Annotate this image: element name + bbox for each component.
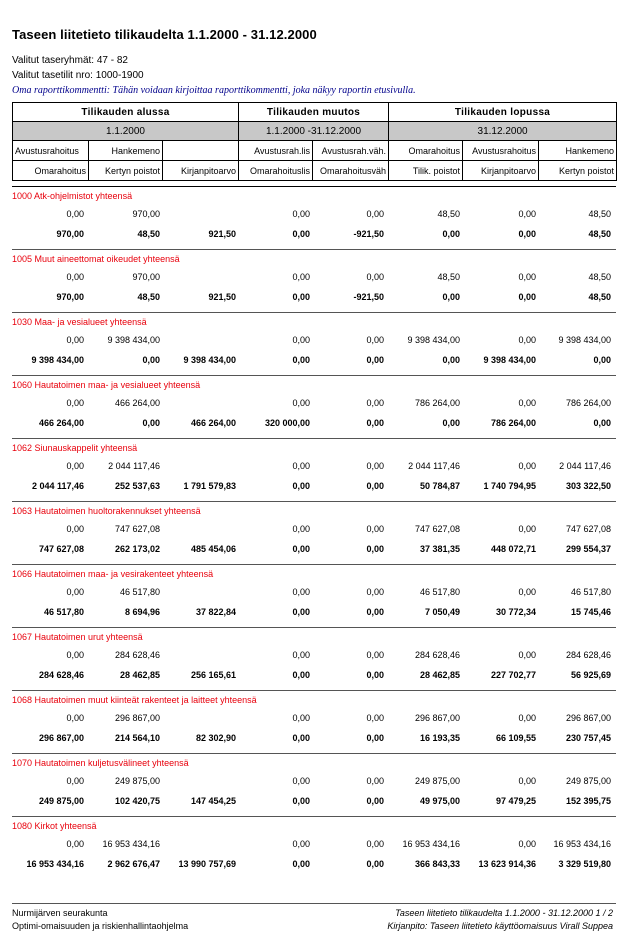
value-cell: -921,50 — [353, 292, 384, 302]
value-cell: 0,00 — [518, 587, 536, 597]
value-cell: 2 044 117,46 — [559, 461, 611, 471]
value-cell: 0,00 — [66, 650, 84, 660]
value-cell: 46 517,80 — [419, 587, 460, 597]
value-cell: 0,00 — [292, 229, 310, 239]
value-cell: 0,00 — [292, 481, 310, 491]
value-cell: 0,00 — [366, 524, 384, 534]
value-cell: 249 875,00 — [38, 796, 84, 806]
value-cell: 0,00 — [366, 839, 384, 849]
value-cell: 0,00 — [366, 461, 384, 471]
section-title: 1068 Hautatoimen muut kiinteät rakenteet ja laitteet yhteensä — [12, 695, 257, 705]
value-cell: 214 564,10 — [114, 733, 160, 743]
account-sections — [12, 187, 616, 897]
col-label: Avustusrah.väh. — [313, 141, 389, 161]
value-cell: 0,00 — [593, 355, 611, 365]
value-cell: 485 454,06 — [190, 544, 236, 554]
value-row-primary — [12, 461, 616, 475]
col-label: Hankemeno — [89, 141, 163, 161]
value-cell: 2 044 117,46 — [408, 461, 460, 471]
value-cell: 284 628,46 — [114, 650, 160, 660]
value-cell: 296 867,00 — [565, 713, 611, 723]
value-cell: 284 628,46 — [565, 650, 611, 660]
value-cell: 0,00 — [292, 713, 310, 723]
footer-report-page: Taseen liitetieto tilikaudelta 1.1.2000 - 31.12.2000 1 / 2 — [395, 908, 613, 918]
value-cell: 284 628,46 — [38, 670, 84, 680]
value-cell: 13 623 914,36 — [478, 859, 536, 869]
value-cell: 230 757,45 — [565, 733, 611, 743]
date-start: 1.1.2000 — [13, 122, 239, 141]
value-cell: 249 875,00 — [114, 776, 160, 786]
value-cell: 786 264,00 — [414, 398, 460, 408]
value-cell: 970,00 — [132, 272, 160, 282]
section-title: 1060 Hautatoimen maa- ja vesialueet yhteensä — [12, 380, 201, 390]
value-cell: 0,00 — [66, 587, 84, 597]
value-cell: 466 264,00 — [114, 398, 160, 408]
value-cell: 747 627,08 — [565, 524, 611, 534]
col-label: Omarahoitus — [389, 141, 463, 161]
account-section — [12, 565, 616, 628]
value-cell: 970,00 — [56, 292, 84, 302]
col-label: Hankemeno — [539, 141, 617, 161]
value-cell: 2 962 676,47 — [107, 859, 160, 869]
value-cell: 747 627,08 — [114, 524, 160, 534]
value-cell: 9 398 434,00 — [183, 355, 236, 365]
value-cell: 0,00 — [292, 607, 310, 617]
section-title: 1030 Maa- ja vesialueet yhteensä — [12, 317, 147, 327]
value-cell: 16 193,35 — [419, 733, 460, 743]
value-row-secondary — [12, 292, 616, 306]
value-cell: 0,00 — [366, 587, 384, 597]
value-cell: 16 953 434,16 — [102, 839, 160, 849]
value-cell: 0,00 — [366, 481, 384, 491]
value-cell: 0,00 — [366, 713, 384, 723]
value-cell: 0,00 — [518, 292, 536, 302]
value-cell: 921,50 — [208, 229, 236, 239]
value-cell: 320 000,00 — [264, 418, 310, 428]
value-cell: 0,00 — [366, 607, 384, 617]
date-change: 1.1.2000 -31.12.2000 — [239, 122, 389, 141]
value-row-primary — [12, 650, 616, 664]
account-section — [12, 187, 616, 250]
value-cell: 0,00 — [66, 209, 84, 219]
header-group-row — [13, 103, 617, 122]
value-cell: 1 740 794,95 — [483, 481, 536, 491]
value-cell: 970,00 — [132, 209, 160, 219]
value-cell: 16 953 434,16 — [553, 839, 611, 849]
section-title: 1062 Siunauskappelit yhteensä — [12, 443, 138, 453]
header-table — [12, 102, 617, 181]
value-cell: 48,50 — [588, 209, 611, 219]
value-cell: 46 517,80 — [570, 587, 611, 597]
value-cell: 0,00 — [292, 776, 310, 786]
value-cell: 0,00 — [292, 839, 310, 849]
value-cell: 249 875,00 — [414, 776, 460, 786]
value-cell: 0,00 — [366, 398, 384, 408]
value-cell: 48,50 — [137, 292, 160, 302]
value-cell: 0,00 — [292, 292, 310, 302]
value-cell: 2 044 117,46 — [31, 481, 84, 491]
value-cell: 0,00 — [518, 839, 536, 849]
value-cell: 0,00 — [518, 524, 536, 534]
value-cell: 0,00 — [66, 272, 84, 282]
col-label: Kirjanpitoarvo — [463, 161, 539, 181]
selected-accounts: Valitut tasetilit nro: 1000-1900 — [12, 70, 144, 81]
value-row-primary — [12, 209, 616, 223]
value-cell: 296 867,00 — [414, 713, 460, 723]
value-cell: 15 745,46 — [570, 607, 611, 617]
value-cell: 46 517,80 — [119, 587, 160, 597]
value-cell: 0,00 — [66, 461, 84, 471]
value-row-secondary — [12, 481, 616, 495]
value-cell: 0,00 — [292, 650, 310, 660]
value-cell: 152 395,75 — [565, 796, 611, 806]
value-row-primary — [12, 713, 616, 727]
value-cell: 13 990 757,69 — [178, 859, 236, 869]
value-cell: 0,00 — [518, 229, 536, 239]
value-cell: 0,00 — [292, 355, 310, 365]
col-label: Kirjanpitoarvo — [163, 161, 239, 181]
value-cell: 7 050,49 — [424, 607, 460, 617]
value-row-primary — [12, 272, 616, 286]
section-title: 1066 Hautatoimen maa- ja vesirakenteet yhteensä — [12, 569, 214, 579]
value-cell: 16 953 434,16 — [402, 839, 460, 849]
value-cell: 48,50 — [588, 229, 611, 239]
header-date-row — [13, 122, 617, 141]
value-cell: 252 537,63 — [114, 481, 160, 491]
value-cell: 0,00 — [66, 398, 84, 408]
value-cell: 0,00 — [366, 859, 384, 869]
col-label: Kertyn poistot — [539, 161, 617, 181]
value-cell: -921,50 — [353, 229, 384, 239]
value-cell: 0,00 — [366, 670, 384, 680]
footer-ledger: Kirjanpito: Taseen liitetieto käyttöomaisuus Virall Suppea — [387, 921, 613, 931]
value-row-primary — [12, 524, 616, 538]
value-cell: 9 398 434,00 — [107, 335, 160, 345]
value-cell: 0,00 — [366, 209, 384, 219]
footer-divider — [12, 903, 616, 904]
value-cell: 970,00 — [56, 229, 84, 239]
col-label: Omarahoitusväh — [313, 161, 389, 181]
value-cell: 0,00 — [518, 209, 536, 219]
value-cell: 0,00 — [518, 461, 536, 471]
value-cell: 28 462,85 — [419, 670, 460, 680]
value-cell: 284 628,46 — [414, 650, 460, 660]
value-cell: 82 302,90 — [195, 733, 236, 743]
value-cell: 0,00 — [518, 713, 536, 723]
value-cell: 0,00 — [292, 859, 310, 869]
value-cell: 0,00 — [366, 796, 384, 806]
account-section — [12, 691, 616, 754]
value-cell: 0,00 — [292, 587, 310, 597]
header-label-row-1 — [13, 141, 617, 161]
value-cell: 46 517,80 — [43, 607, 84, 617]
value-cell: 0,00 — [442, 292, 460, 302]
value-cell: 786 264,00 — [490, 418, 536, 428]
date-end: 31.12.2000 — [389, 122, 617, 141]
section-title: 1067 Hautatoimen urut yhteensä — [12, 632, 143, 642]
value-cell: 0,00 — [292, 209, 310, 219]
value-cell: 303 322,50 — [565, 481, 611, 491]
col-label: Tilik. poistot — [389, 161, 463, 181]
value-cell: 48,50 — [588, 292, 611, 302]
value-cell: 9 398 434,00 — [31, 355, 84, 365]
value-cell: 0,00 — [518, 335, 536, 345]
value-cell: 0,00 — [66, 524, 84, 534]
value-cell: 49 975,00 — [419, 796, 460, 806]
value-cell: 256 165,61 — [190, 670, 236, 680]
value-cell: 786 264,00 — [565, 398, 611, 408]
group-start: Tilikauden alussa — [13, 103, 239, 122]
value-cell: 0,00 — [292, 398, 310, 408]
section-title: 1070 Hautatoimen kuljetusvälineet yhteensä — [12, 758, 189, 768]
col-label: Omarahoituslis — [239, 161, 313, 181]
value-cell: 262 173,02 — [114, 544, 160, 554]
value-cell: 0,00 — [442, 355, 460, 365]
footer-program: Optimi-omaisuuden ja riskienhallintaohjelma — [12, 921, 189, 931]
value-row-secondary — [12, 859, 616, 873]
value-row-secondary — [12, 670, 616, 684]
value-cell: 30 772,34 — [495, 607, 536, 617]
value-cell: 9 398 434,00 — [483, 355, 536, 365]
col-label — [163, 141, 239, 161]
value-row-secondary — [12, 796, 616, 810]
account-section — [12, 817, 616, 897]
account-section — [12, 754, 616, 817]
value-cell: 296 867,00 — [38, 733, 84, 743]
value-cell: 249 875,00 — [565, 776, 611, 786]
value-row-primary — [12, 335, 616, 349]
value-cell: 0,00 — [518, 650, 536, 660]
value-cell: 50 784,87 — [419, 481, 460, 491]
section-title: 1080 Kirkot yhteensä — [12, 821, 97, 831]
report-comment: Oma raporttikommentti: Tähän voidaan kirjoittaa raporttikommentti, joka näkyy raportin etusivulla. — [12, 85, 416, 96]
section-title: 1063 Hautatoimen huoltorakennukset yhteensä — [12, 506, 201, 516]
value-cell: 2 044 117,46 — [108, 461, 160, 471]
value-cell: 0,00 — [366, 272, 384, 282]
value-cell: 0,00 — [366, 355, 384, 365]
header-label-row-2 — [13, 161, 617, 181]
value-cell: 3 329 519,80 — [558, 859, 611, 869]
value-row-primary — [12, 776, 616, 790]
value-cell: 66 109,55 — [495, 733, 536, 743]
value-cell: 102 420,75 — [114, 796, 160, 806]
value-cell: 466 264,00 — [190, 418, 236, 428]
value-cell: 1 791 579,83 — [183, 481, 236, 491]
section-title: 1005 Muut aineettomat oikeudet yhteensä — [12, 254, 180, 264]
value-cell: 0,00 — [442, 418, 460, 428]
value-cell: 448 072,71 — [490, 544, 536, 554]
value-cell: 0,00 — [292, 461, 310, 471]
value-row-primary — [12, 398, 616, 412]
account-section — [12, 313, 616, 376]
value-row-secondary — [12, 355, 616, 369]
value-cell: 0,00 — [593, 418, 611, 428]
value-cell: 9 398 434,00 — [558, 335, 611, 345]
value-cell: 747 627,08 — [414, 524, 460, 534]
value-cell: 48,50 — [588, 272, 611, 282]
value-cell: 0,00 — [366, 544, 384, 554]
report-title: Taseen liitetieto tilikaudelta 1.1.2000 - 31.12.2000 — [12, 27, 317, 42]
value-cell: 0,00 — [518, 398, 536, 408]
value-cell: 97 479,25 — [495, 796, 536, 806]
col-label: Avustusrah.lis — [239, 141, 313, 161]
value-cell: 9 398 434,00 — [407, 335, 460, 345]
value-row-primary — [12, 587, 616, 601]
value-cell: 0,00 — [292, 272, 310, 282]
value-cell: 747 627,08 — [38, 544, 84, 554]
value-cell: 0,00 — [442, 229, 460, 239]
value-cell: 366 843,33 — [414, 859, 460, 869]
value-cell: 0,00 — [366, 418, 384, 428]
value-cell: 0,00 — [66, 839, 84, 849]
value-cell: 0,00 — [292, 733, 310, 743]
value-cell: 227 702,77 — [490, 670, 536, 680]
value-cell: 0,00 — [366, 650, 384, 660]
value-cell: 466 264,00 — [38, 418, 84, 428]
value-cell: 147 454,25 — [190, 796, 236, 806]
value-cell: 8 694,96 — [124, 607, 160, 617]
value-cell: 37 822,84 — [195, 607, 236, 617]
value-cell: 0,00 — [292, 544, 310, 554]
value-cell: 921,50 — [208, 292, 236, 302]
value-cell: 0,00 — [66, 776, 84, 786]
value-cell: 0,00 — [292, 335, 310, 345]
group-change: Tilikauden muutos — [239, 103, 389, 122]
account-section — [12, 439, 616, 502]
col-label: Avustusrahoitus — [463, 141, 539, 161]
group-end: Tilikauden lopussa — [389, 103, 617, 122]
value-cell: 48,50 — [437, 209, 460, 219]
value-cell: 0,00 — [66, 335, 84, 345]
value-row-secondary — [12, 607, 616, 621]
value-cell: 0,00 — [292, 524, 310, 534]
col-label: Kertyn poistot — [89, 161, 163, 181]
value-cell: 37 381,35 — [419, 544, 460, 554]
value-cell: 48,50 — [137, 229, 160, 239]
value-cell: 28 462,85 — [119, 670, 160, 680]
account-section — [12, 502, 616, 565]
value-cell: 296 867,00 — [114, 713, 160, 723]
selected-groups: Valitut taseryhmät: 47 - 82 — [12, 55, 128, 66]
value-cell: 0,00 — [366, 733, 384, 743]
value-cell: 0,00 — [142, 418, 160, 428]
col-label: Omarahoitus — [13, 161, 89, 181]
column-header — [12, 102, 616, 181]
value-cell: 0,00 — [66, 713, 84, 723]
account-section — [12, 250, 616, 313]
value-row-secondary — [12, 229, 616, 243]
account-section — [12, 628, 616, 691]
value-row-secondary — [12, 733, 616, 747]
value-cell: 0,00 — [292, 796, 310, 806]
footer-organization: Nurmijärven seurakunta — [12, 908, 108, 918]
value-cell: 0,00 — [366, 776, 384, 786]
value-row-secondary — [12, 418, 616, 432]
value-cell: 0,00 — [292, 670, 310, 680]
value-cell: 299 554,37 — [565, 544, 611, 554]
section-title: 1000 Atk-ohjelmistot yhteensä — [12, 191, 133, 201]
value-cell: 0,00 — [518, 776, 536, 786]
account-section — [12, 376, 616, 439]
value-row-secondary — [12, 544, 616, 558]
value-cell: 0,00 — [142, 355, 160, 365]
value-cell: 56 925,69 — [570, 670, 611, 680]
value-cell: 0,00 — [518, 272, 536, 282]
col-label: Avustusrahoitus — [13, 141, 89, 161]
value-cell: 48,50 — [437, 272, 460, 282]
value-row-primary — [12, 839, 616, 853]
value-cell: 0,00 — [366, 335, 384, 345]
value-cell: 16 953 434,16 — [26, 859, 84, 869]
